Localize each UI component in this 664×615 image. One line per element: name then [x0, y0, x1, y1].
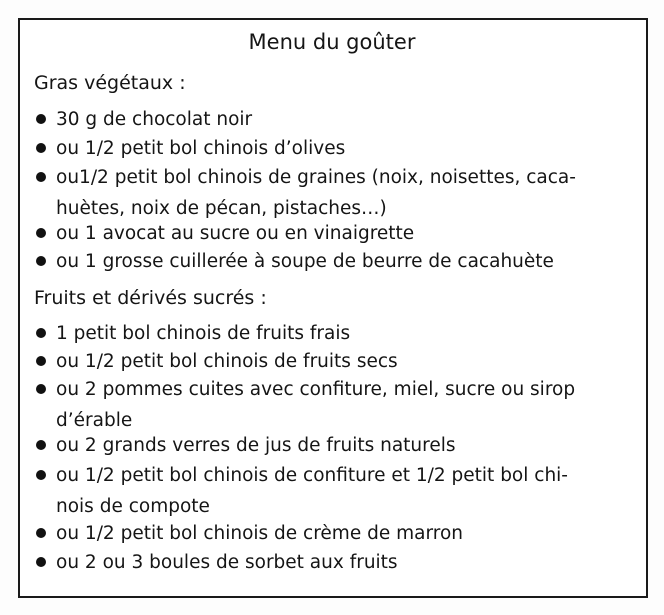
bullet-icon [36, 228, 46, 238]
list-item: ou 2 pommes cuites avec confiture, miel, sucre ou sirop d’érable [36, 374, 636, 436]
bullet-icon [36, 114, 46, 124]
list-item: ou 1/2 petit bol chinois de confiture et 1/2 petit bol chi- nois de compote [36, 460, 636, 522]
section-heading-gras-vegetaux: Gras végétaux : [34, 72, 186, 94]
section-heading-fruits-sucres: Fruits et dérivés sucrés : [34, 287, 267, 309]
bullet-icon [36, 172, 46, 182]
bullet-icon [36, 356, 46, 366]
bullet-icon [36, 470, 46, 480]
bullet-icon [36, 384, 46, 394]
bullet-icon [36, 143, 46, 153]
bullet-icon [36, 528, 46, 538]
page-title: Menu du goûter [248, 30, 416, 54]
list-item: ou 2 ou 3 boules de sorbet aux fruits [36, 547, 636, 578]
list-item: ou 1 avocat au sucre ou en vinaigrette [36, 218, 636, 249]
list-item: ou 2 grands verres de jus de fruits naturels [36, 430, 636, 461]
list-item: ou 1/2 petit bol chinois de fruits secs [36, 346, 636, 377]
list-item: 30 g de chocolat noir [36, 104, 636, 135]
bullet-icon [36, 328, 46, 338]
list-item: ou 1/2 petit bol chinois d’olives [36, 133, 636, 164]
list-item: ou1/2 petit bol chinois de graines (noix, noisettes, caca- huètes, noix de pécan, pistaches…) [36, 162, 636, 224]
bullet-icon [36, 440, 46, 450]
bullet-icon [36, 557, 46, 567]
list-item: ou 1 grosse cuillerée à soupe de beurre de cacahuète [36, 246, 636, 277]
list-item: ou 1/2 petit bol chinois de crème de marron [36, 518, 636, 549]
bullet-icon [36, 256, 46, 266]
list-item: 1 petit bol chinois de fruits frais [36, 318, 636, 349]
